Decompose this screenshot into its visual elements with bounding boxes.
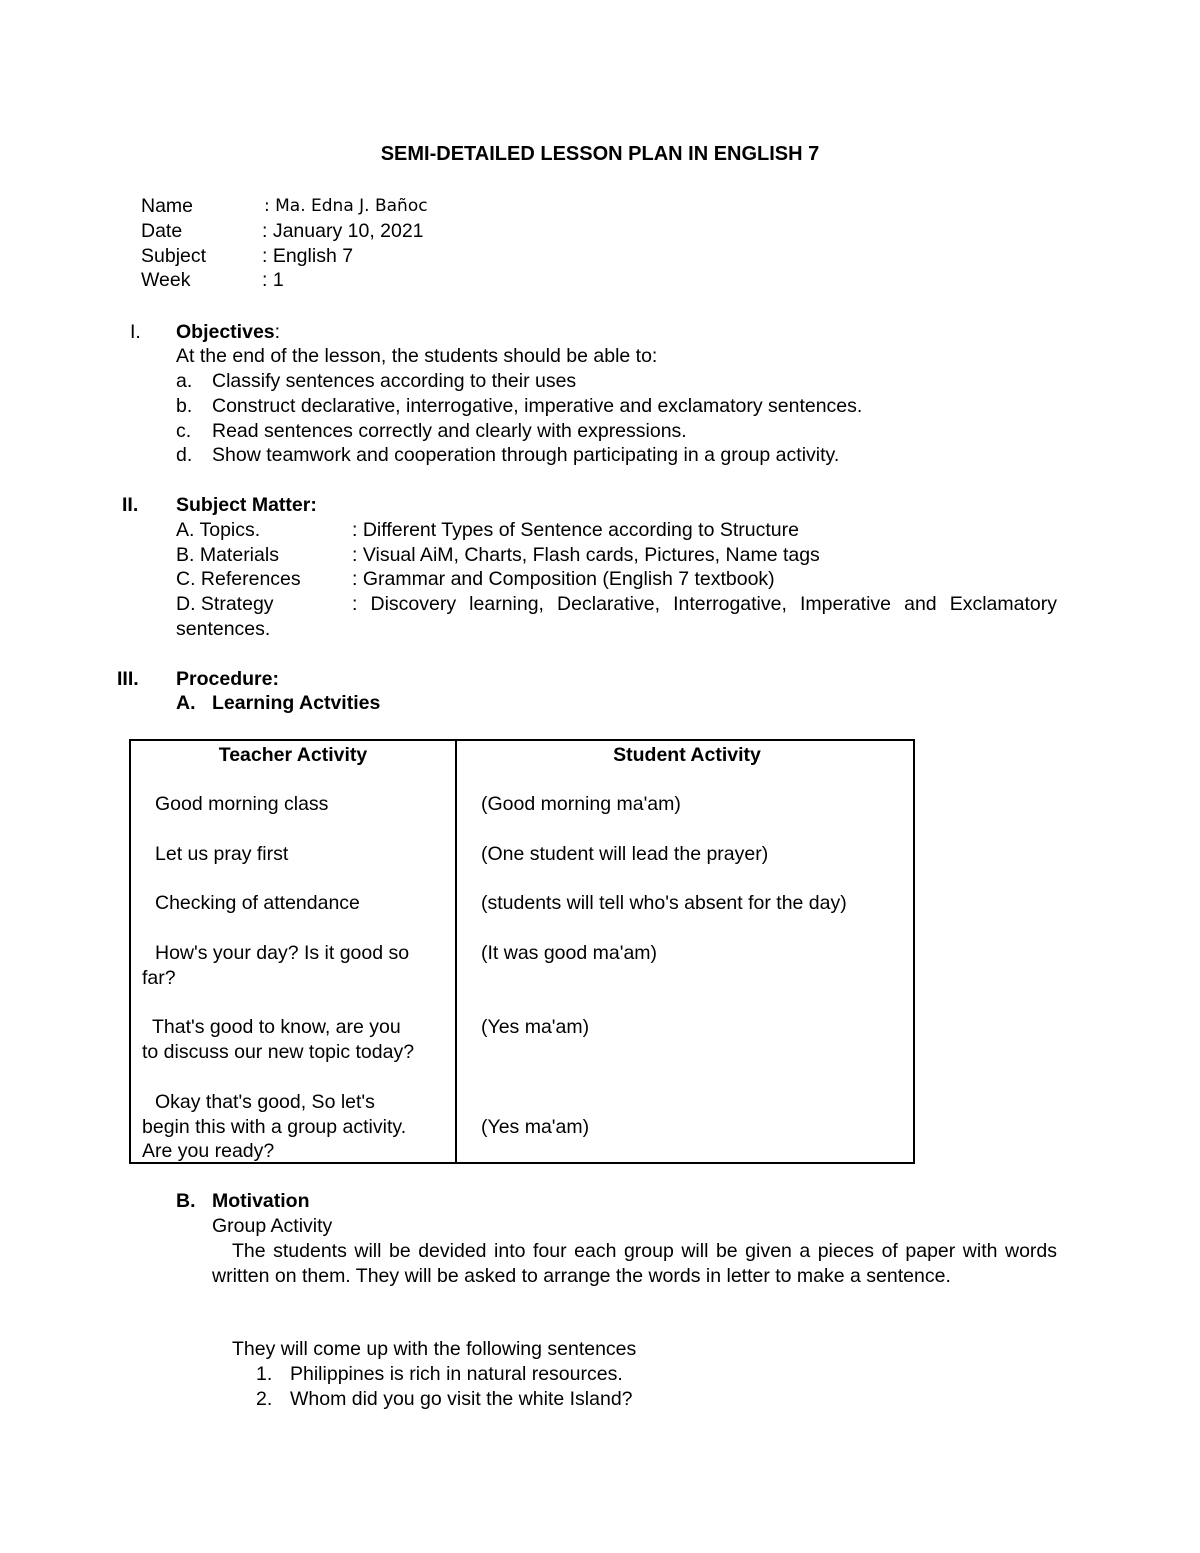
student-line: (It was good ma'am) — [481, 942, 658, 964]
procedure-numeral: III. — [117, 668, 139, 690]
objectives-heading-line — [176, 320, 280, 345]
learning-activities-marker: A. — [176, 692, 196, 714]
teacher-line: begin this with a group activity. — [142, 1116, 407, 1138]
subject-label-materials: B. Materials — [176, 544, 279, 566]
objective-marker-c: c. — [176, 420, 192, 442]
teacher-line: Let us pray first — [155, 843, 289, 865]
subject-label-topics: A. Topics. — [176, 519, 261, 541]
student-line: (Good morning ma'am) — [481, 793, 681, 815]
objective-marker-b: b. — [176, 395, 193, 417]
header-value-name: : Ma. Edna J. Bañoc — [264, 196, 428, 216]
subject-matter-heading: Subject Matter: — [176, 494, 317, 516]
teacher-line: How's your day? Is it good so — [155, 942, 410, 964]
teacher-line: Good morning class — [155, 793, 329, 815]
student-activity-column — [456, 740, 914, 1163]
student-line: (One student will lead the prayer) — [481, 843, 769, 865]
teacher-line: Okay that's good, So let's — [155, 1091, 375, 1113]
group-activity-label: Group Activity — [212, 1215, 333, 1237]
objective-text-d: Show teamwork and cooperation through participating in a group activity. — [212, 444, 840, 466]
sentence-marker-2: 2. — [256, 1388, 273, 1410]
objective-text-c: Read sentences correctly and clearly with expressions. — [212, 420, 687, 442]
motivation-paragraph: The students will be devided into four each group will be given a pieces of paper with words written on them. They will be asked to arrange the words in letter to make a sentence. — [212, 1240, 1057, 1287]
learning-activities-heading: Learning Actvities — [212, 692, 381, 714]
teacher-line: far? — [142, 967, 176, 989]
header-label-week: Week — [141, 269, 191, 291]
subject-value-references: : Grammar and Composition (English 7 textbook) — [352, 568, 775, 590]
page-title: SEMI-DETAILED LESSON PLAN IN ENGLISH 7 — [380, 143, 820, 165]
subject-value-topics: : Different Types of Sentence according to Structure — [352, 519, 799, 541]
student-line: (Yes ma'am) — [481, 1016, 590, 1038]
teacher-line: Checking of attendance — [155, 892, 360, 914]
sentence-text-1: Philippines is rich in natural resources. — [290, 1363, 623, 1385]
objectives-intro: At the end of the lesson, the students should be able to: — [176, 345, 658, 367]
motivation-marker: B. — [176, 1190, 196, 1212]
learning-activities-table — [129, 739, 915, 1164]
subject-label-references: C. References — [176, 568, 301, 590]
student-line: (students will tell who's absent for the day) — [481, 892, 847, 914]
sentence-text-2: Whom did you go visit the white Island? — [290, 1388, 633, 1410]
sentence-marker-1: 1. — [256, 1363, 273, 1385]
subject-value-materials: : Visual AiM, Charts, Flash cards, Pictures, Name tags — [352, 544, 820, 566]
teacher-line: Are you ready? — [142, 1140, 275, 1162]
header-label-subject: Subject — [141, 245, 207, 267]
header-value-date: : January 10, 2021 — [262, 220, 424, 242]
header-label-date: Date — [141, 220, 183, 242]
objective-marker-d: d. — [176, 444, 193, 466]
sentences-intro: They will come up with the following sentences — [232, 1338, 637, 1360]
student-line: (Yes ma'am) — [481, 1116, 590, 1138]
subject-matter-numeral: II. — [122, 494, 139, 516]
objective-text-b: Construct declarative, interrogative, imperative and exclamatory sentences. — [212, 395, 863, 417]
motivation-heading: Motivation — [212, 1190, 310, 1212]
teacher-line: to discuss our new topic today? — [142, 1041, 415, 1063]
objectives-heading: Objectives — [176, 321, 275, 343]
header-label-name: Name — [141, 195, 194, 217]
procedure-heading: Procedure: — [176, 668, 279, 690]
header-value-subject: : English 7 — [262, 245, 354, 267]
student-activity-header: Student Activity — [613, 744, 761, 766]
header-value-week: : 1 — [262, 269, 284, 291]
teacher-activity-header: Teacher Activity — [218, 744, 368, 766]
subject-label-strategy: D. Strategy — [176, 593, 274, 615]
teacher-activity-column — [130, 740, 456, 1163]
objectives-numeral: I. — [130, 321, 141, 343]
objective-text-a: Classify sentences according to their uses — [212, 370, 577, 392]
objective-marker-a: a. — [176, 370, 193, 392]
objectives-heading-colon: : — [274, 321, 281, 343]
teacher-line: That's good to know, are you — [152, 1016, 401, 1038]
subject-value-strategy: : Discovery learning, Declarative, Interrogative, Imperative and Exclamatory sentences. — [176, 593, 1057, 640]
